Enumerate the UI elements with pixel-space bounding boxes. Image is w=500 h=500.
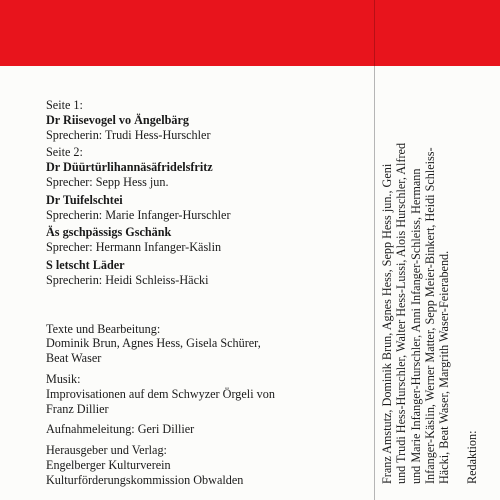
redaktion-block bbox=[380, 84, 495, 484]
track-2-speaker: Sprecher: Sepp Hess jun. bbox=[46, 174, 169, 189]
fold-line bbox=[374, 0, 375, 500]
track-5-speaker: Sprecherin: Heidi Schleiss-Häcki bbox=[46, 272, 209, 287]
verlag-line-1: Engelberger Kulturverein bbox=[46, 457, 171, 472]
track-1-speaker: Sprecherin: Trudi Hess-Hurschler bbox=[46, 127, 211, 142]
musik-label: Musik: bbox=[46, 371, 81, 386]
musik-line-2: Franz Dillier bbox=[46, 401, 109, 416]
redaktion-label: Redaktion: bbox=[465, 430, 480, 484]
front-panel bbox=[46, 98, 366, 488]
track-2-title: Dr Düürtürlihannäsäfridelsfritz bbox=[46, 160, 213, 175]
redaktion-line-4: Infanger-Käslin, Werner Matter, Sepp Meier-Binkert, Heidi Schleiss- bbox=[422, 147, 437, 484]
redaktion-line-3: und Marie Infanger-Hurschler, Anni Infanger-Schleiss, Hermann bbox=[408, 168, 423, 484]
musik-line-1: Improvisationen auf dem Schwyzer Örgeli von bbox=[46, 386, 275, 401]
texte-authors-line-1: Dominik Brun, Agnes Hess, Gisela Schürer, bbox=[46, 336, 261, 351]
track-1-title: Dr Riisevogel vo Ängelbärg bbox=[46, 112, 189, 127]
track-3-speaker: Sprecherin: Marie Infanger-Hurschler bbox=[46, 207, 231, 222]
aufnahmeleitung: Aufnahmeleitung: Geri Dillier bbox=[46, 422, 195, 437]
side-1-label: Seite 1: bbox=[46, 98, 83, 112]
track-4-title: Äs gschpässigs Gschänk bbox=[46, 225, 172, 240]
spine-panel bbox=[380, 84, 495, 484]
redaktion-line-1: Franz Amstutz, Dominik Brun, Agnes Hess, Sepp Hess jun., Geni bbox=[380, 163, 394, 484]
verlag-label: Herausgeber und Verlag: bbox=[46, 443, 167, 458]
texte-authors-line-2: Beat Waser bbox=[46, 351, 102, 366]
track-4-speaker: Sprecher: Hermann Infanger-Käslin bbox=[46, 240, 222, 255]
verlag-line-2: Kulturförderungskommission Obwalden bbox=[46, 472, 244, 487]
redaktion-line-2: und Trudi Hess-Hurschler, Walter Hess-Lussi, Alois Hurschler, Alfred bbox=[394, 142, 409, 484]
redaktion-line-5: Häcki, Beat Waser, Margrith Waser-Feierabend. bbox=[437, 250, 452, 484]
side-2-label: Seite 2: bbox=[46, 145, 83, 160]
red-header-band bbox=[0, 0, 500, 66]
track-5-title: S letscht Läder bbox=[46, 257, 125, 272]
fold-line-on-band bbox=[374, 0, 375, 66]
texte-label: Texte und Bearbeitung: bbox=[46, 321, 161, 336]
track-3-title: Dr Tuifelschtei bbox=[46, 192, 123, 207]
